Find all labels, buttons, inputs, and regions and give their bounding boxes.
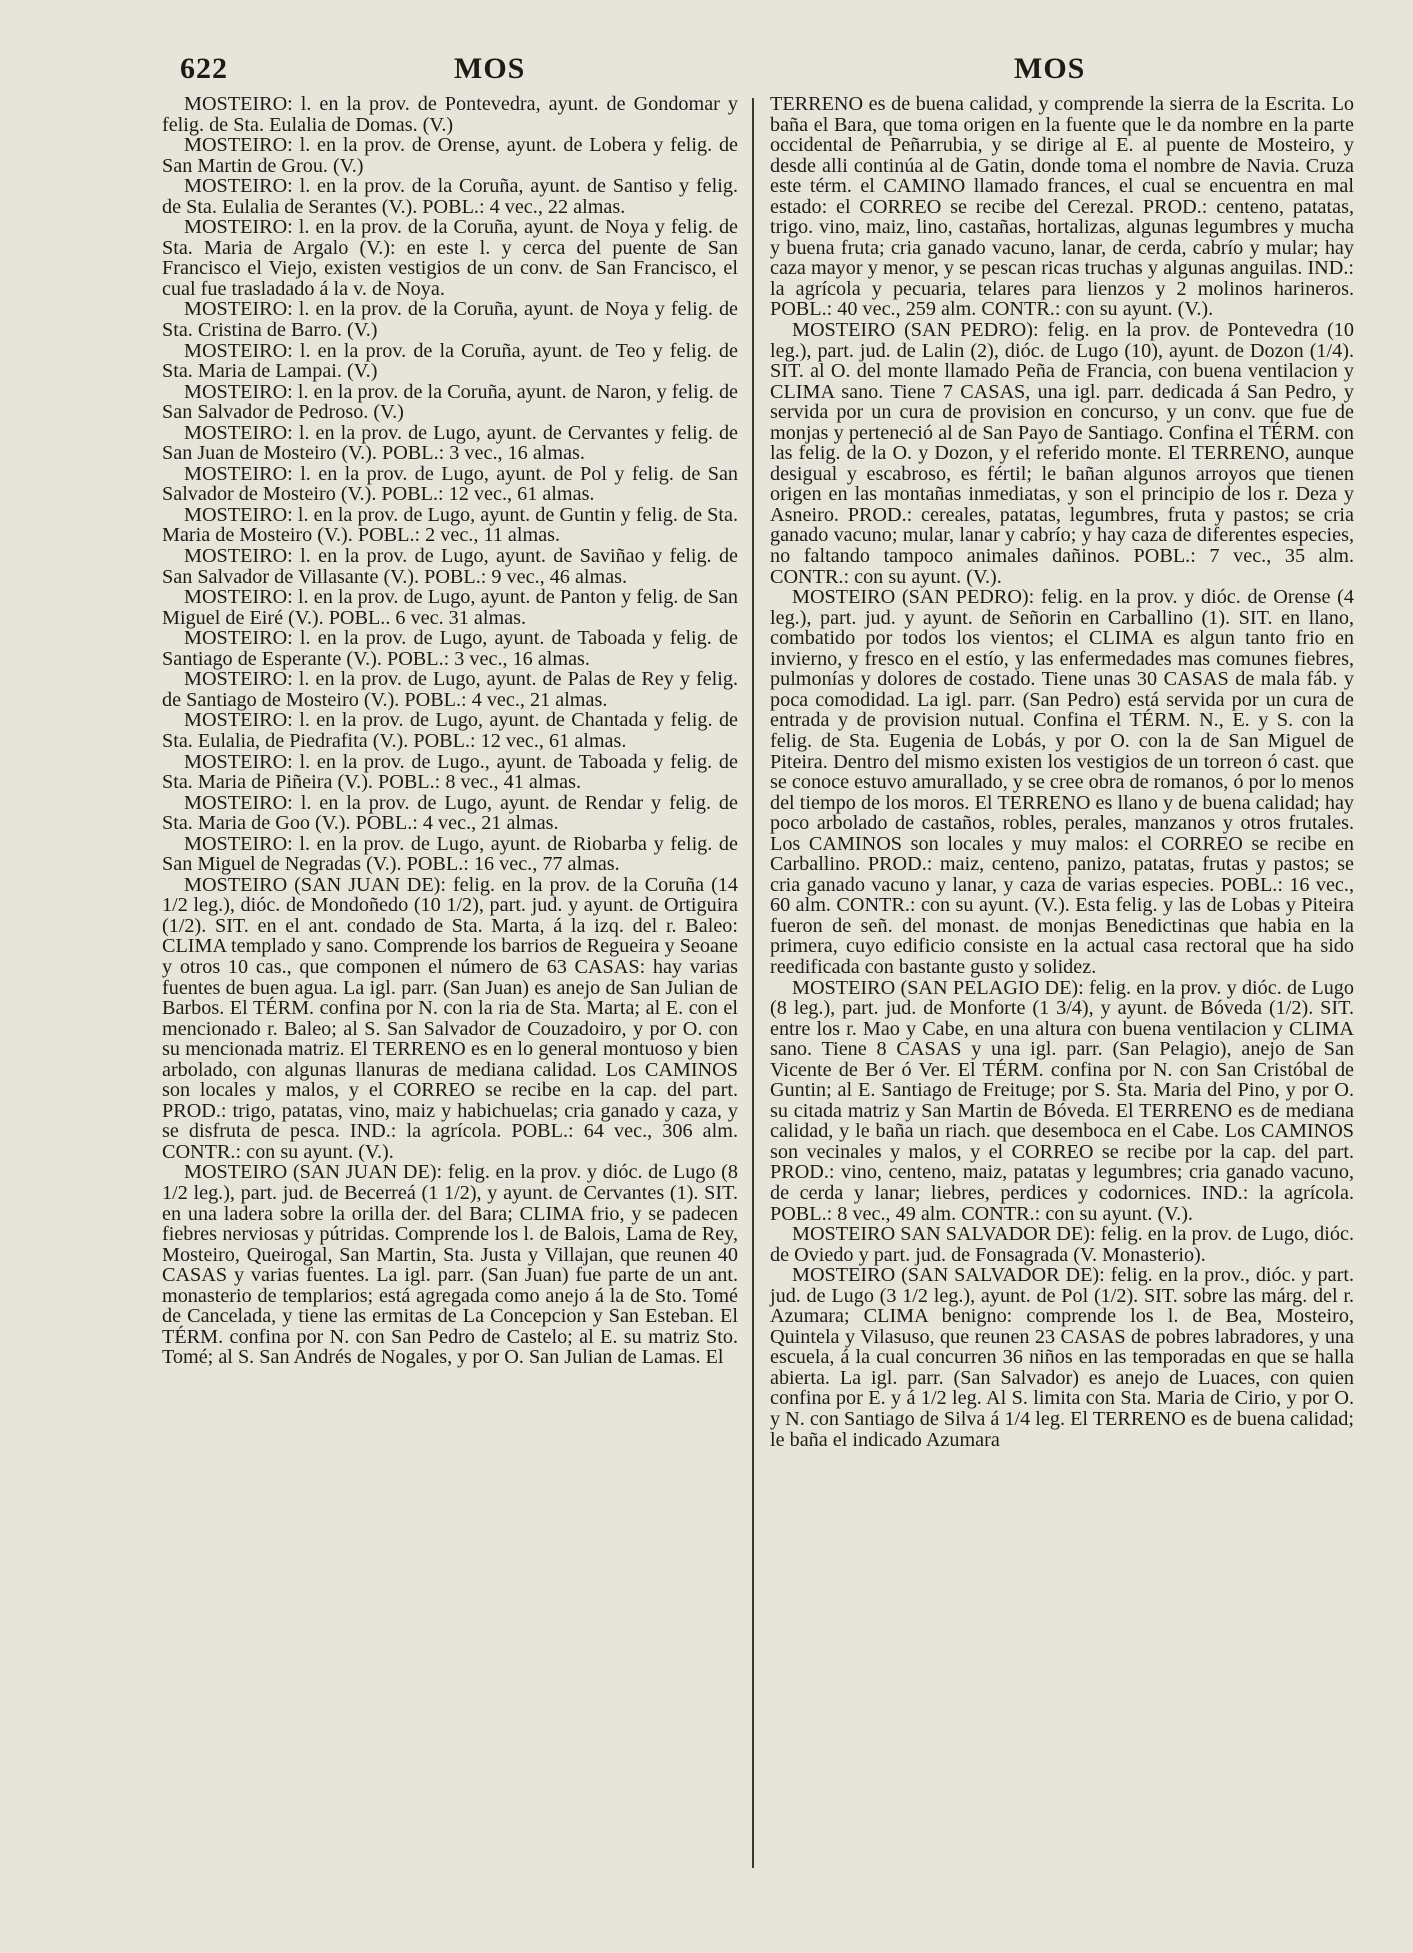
entry-san-pedro-pontevedra: MOSTEIRO (SAN PEDRO): felig. en la prov. de Pontevedra (10 leg.), part. jud. de Lalin (2), dióc. de Lugo (10), ayunt. de Dozon (1/4). SIT. al O. del monte llamado Peña de Francia, con buena ventilacion y CLIMA sano. Tiene 7 CASAS, una igl. parr. dedicada á San Pedro, y servida por un cura de provision en concurso, y un conv. que fue de monjas y perteneció al de San Payo de Santiago. Confina el TÉRM. con las felig. de la O. y Dozon, y el referido monte. El TERRENO, aunque desigual y escabroso, es fértil; le bañan algunos arroyos que tienen origen en las montañas inmediatas, y son el principio de los r. Deza y Asneiro. PROD.: cereales, patatas, legumbres, fruta y pastos; se cria ganado vacuno; mular, lanar y cabrío; y hay caza de diferentes especies, no faltando tampoco animales dañinos. POBL.: 7 vec., 35 alm. CONTR.: con su ayunt. (V.). — [770, 319, 1354, 588]
right-column — [770, 94, 1354, 1450]
entry-mosteiro-naron: MOSTEIRO: l. en la prov. de la Coruña, ayunt. de Naron, y felig. de San Salvador de Pedroso. (V.) — [162, 380, 738, 424]
entry-mosteiro-chantada: MOSTEIRO: l. en la prov. de Lugo, ayunt. de Chantada y felig. de Sta. Eulalia, de Piedrafita (V.). POBL.: 12 vec., 61 almas. — [162, 709, 738, 752]
entry-mosteiro-taboada-pineira: MOSTEIRO: l. en la prov. de Lugo., ayunt. de Taboada y felig. de Sta. Maria de Piñeira (V.). POBL.: 8 vec., 41 almas. — [162, 750, 738, 794]
entry-mosteiro-santiso: MOSTEIRO: l. en la prov. de la Coruña, ayunt. de Santiso y felig. de Sta. Eulalia de Serantes (V.). POBL.: 4 vec., 22 almas. — [162, 175, 738, 218]
entry-mosteiro-lobera: MOSTEIRO: l. en la prov. de Orense, ayunt. de Lobera y felig. de San Martin de Grou. (V.) — [162, 134, 738, 177]
entry-mosteiro-rendar: MOSTEIRO: l. en la prov. de Lugo, ayunt. de Rendar y felig. de Sta. Maria de Goo (V.). POBL.: 4 vec., 21 almas. — [162, 791, 738, 835]
entry-mosteiro-taboada-esperante: MOSTEIRO: l. en la prov. de Lugo, ayunt. de Taboada y felig. de Santiago de Esperante (V.). POBL.: 3 vec., 16 almas. — [162, 627, 738, 670]
entry-san-juan-coruna: MOSTEIRO (SAN JUAN DE): felig. en la prov. de la Coruña (14 1/2 leg.), dióc. de Mondoñedo (10 1/2), part. jud. y ayunt. de Ortiguira (1/2). SIT. en el ant. condado de Sta. Marta, á la izq. del r. Baleo: CLIMA templado y sano. Comprende los barrios de Regueira y Seoane y otros 10 cas., que componen el número de 63 CASAS: hay varias fuentes de buen agua. La igl. parr. (San Juan) es anejo de San Julian de Barbos. El TÉRM. confina por N. con la ria de Sta. Marta; al E. con el mencionado r. Baleo; al S. San Salvador de Couzadoiro, y por O. con su mencionada matriz. El TERRENO es en lo general montuoso y bien arbolado, con algunas llanuras de mediana calidad. Los CAMINOS son locales y malos, y el CORREO se recibe en la cap. del part. PROD.: trigo, patatas, vino, maiz y habichuelas; cria ganado y caza, y se disfruta de pesca. IND.: la agrícola. POBL.: 64 vec., 306 alm. CONTR.: con su ayunt. (V.). — [162, 873, 738, 1163]
left-column — [162, 94, 738, 1368]
entry-san-pedro-orense: MOSTEIRO (SAN PEDRO): felig. en la prov. y dióc. de Orense (4 leg.), part. jud. y ayunt. de Señorin en Carballino (1). SIT. en llano, combatido por todos los vientos; el CLIMA es algun tanto frio en invierno, y fresco en el estío, y las enfermedades mas comunes fiebres, pulmonías y dolores de costado. Tiene unas 30 CASAS de mala fáb. y poca comodidad. La igl. parr. (San Pedro) está servida por un cura de entrada y de provision nutual. Confina el TÉRM. N., E. y S. con la felig. de Sta. Eugenia de Lobás, y por O. con la de San Miguel de Piteira. Dentro del mismo existen los vestigios de un torreon ó cast. que se conoce estuvo amurallado, y se cree obra de romanos, ó por lo menos del tiempo de los moros. El TERRENO es llano y de buena calidad; hay poco arbolado de castaños, robles, perales, manzanos y otros frutales. Los CAMINOS son locales y muy malos: el CORREO se recibe en Carballino. PROD.: maiz, centeno, panizo, patatas, frutas y pastos; se cria ganado vacuno y lanar, y caza de varias especies. POBL.: 16 vec., 60 alm. CONTR.: con su ayunt. (V.). Esta felig. y las de Lobas y Piteira fueron de señ. del monast. de monjas Benedictinas que habia en la primera, cuyo edificio consiste en la actual casa rectoral que ha sido reedificada con bastante gusto y solidez. — [770, 586, 1354, 978]
entry-mosteiro-pol: MOSTEIRO: l. en la prov. de Lugo, ayunt. de Pol y felig. de San Salvador de Mosteiro (V.). POBL.: 12 vec., 61 almas. — [162, 462, 738, 506]
entry-mosteiro-cervantes: MOSTEIRO: l. en la prov. de Lugo, ayunt. de Cervantes y felig. de San Juan de Mosteiro (V.). POBL.: 3 vec., 16 almas. — [162, 421, 738, 465]
entry-san-salvador-fonsagrada: MOSTEIRO SAN SALVADOR DE): felig. en la prov. de Lugo, dióc. de Oviedo y part. jud. de Fonsagrada (V. Monasterio). — [770, 1223, 1354, 1266]
entry-mosteiro-noya-barro: MOSTEIRO: l. en la prov. de la Coruña, ayunt. de Noya y felig. de Sta. Cristina de Barro. (V.) — [162, 298, 738, 342]
entry-san-juan-lugo-continued: TERRENO es de buena calidad, y comprende la sierra de la Escrita. Lo baña el Bara, que toma origen en la fuente que le da nombre en la parte occidental de Peñarrubia, y se dirige al E. al puente de Mosteiro, y desde alli continúa al de Gatin, donde toma el nombre de Navia. Cruza este térm. el CAMINO llamado frances, el cual se encuentra en mal estado: el CORREO se recibe del Cerezal. PROD.: centeno, patatas, trigo. vino, maiz, lino, castañas, hortalizas, algunas legumbres y mucha y buena fruta; cria ganado vacuno, lanar, de cerda, cabrío y mular; hay caza mayor y menor, y se pescan ricas truchas y algunas anguilas. IND.: la agrícola y pecuaria, telares para lienzos y 2 molinos harineros. POBL.: 40 vec., 259 alm. CONTR.: con su ayunt. (V.). — [770, 93, 1354, 321]
entry-san-pelagio: MOSTEIRO (SAN PELAGIO DE): felig. en la prov. y dióc. de Lugo (8 leg.), part. jud. de Monforte (1 3/4), y ayunt. de Bóveda (1/2). SIT. entre los r. Mao y Cabe, en una altura con buena ventilacion y CLIMA sano. Tiene 8 CASAS y una igl. parr. (San Pelagio), anejo de San Vicente de Ber ó Ver. El TÉRM. confina por N. con San Cristóbal de Guntin; al E. Santiago de Freituge; por S. Sta. Maria del Pino, y por O. su citada matriz y San Martin de Bóveda. El TERRENO es de mediana calidad, y le baña un riach. que desemboca en el Cabe. Los CAMINOS son vecinales y malos, y el CORREO se recibe por la cap. del part. PROD.: vino, centeno, maiz, patatas y legumbres; cria ganado vacuno, de cerda y lanar; liebres, perdices y codornices. IND.: la agrícola. POBL.: 8 vec., 49 alm. CONTR.: con su ayunt. (V.). — [770, 976, 1354, 1225]
entry-mosteiro-gondomar: MOSTEIRO: l. en la prov. de Pontevedra, ayunt. de Gondomar y felig. de Sta. Eulalia de Domas. (V.) — [162, 93, 738, 136]
entry-mosteiro-riobarba: MOSTEIRO: l. en la prov. de Lugo, ayunt. de Riobarba y felig. de San Miguel de Negradas (V.). POBL.: 16 vec., 77 almas. — [162, 832, 738, 876]
entry-mosteiro-teo: MOSTEIRO: l. en la prov. de la Coruña, ayunt. de Teo y felig. de Sta. Maria de Lampai. (V.) — [162, 339, 738, 383]
entry-san-salvador-pol: MOSTEIRO (SAN SALVADOR DE): felig. en la prov., dióc. y part. jud. de Lugo (3 1/2 leg.), ayunt. de Pol (1/2). SIT. sobre las márg. del r. Azumara; CLIMA benigno: comprende los l. de Bea, Mosteiro, Quintela y Vilasuso, que reunen 23 CASAS de pobres labradores, y una escuela, á la cual concurren 36 niños en las temporadas en que se halla abierta. La igl. parr. (San Salvador) es anejo de Luaces, con quien confina por E. y á 1/2 leg. Al S. limita con Sta. Maria de Cirio, y por O. y N. con Santiago de Silva á 1/4 leg. El TERRENO es de buena calidad; le baña el indicado Azumara — [770, 1264, 1354, 1451]
entry-san-juan-lugo: MOSTEIRO (SAN JUAN DE): felig. en la prov. y dióc. de Lugo (8 1/2 leg.), part. jud. de Becerreá (1 1/2), y ayunt. de Cervantes (1). SIT. en una ladera sobre la orilla der. del Bara; CLIMA frio, y se padecen fiebres nerviosas y pútridas. Comprende los l. de Balois, Lama de Rey, Mosteiro, Queirogal, San Martin, Sta. Justa y Villajan, que reunen 40 CASAS y varias fuentes. La igl. parr. (San Juan) fue parte de un ant. monasterio de templarios; está agregada como anejo á la de Sto. Tomé de Cancelada, y tiene las ermitas de La Concepcion y San Esteban. El TÉRM. confina por N. con San Pedro de Castelo; al E. su matriz Sto. Tomé; al S. San Andrés de Nogales, y por O. San Julian de Lamas. El — [162, 1161, 738, 1369]
entry-mosteiro-savinao: MOSTEIRO: l. en la prov. de Lugo, ayunt. de Saviñao y felig. de San Salvador de Villasante (V.). POBL.: 9 vec., 46 almas. — [162, 545, 738, 588]
entry-mosteiro-palas-de-rey: MOSTEIRO: l. en la prov. de Lugo, ayunt. de Palas de Rey y felig. de Santiago de Mosteiro (V.). POBL.: 4 vec., 21 almas. — [162, 668, 738, 711]
column-divider — [752, 98, 754, 1868]
right-running-head: MOS — [1014, 52, 1086, 85]
left-running-head: MOS — [454, 52, 526, 85]
page-number: 622 — [180, 52, 228, 85]
entry-mosteiro-noya-argalo: MOSTEIRO: l. en la prov. de la Coruña, ayunt. de Noya y felig. de Sta. Maria de Argalo (V.): en este l. y cerca del puente de San Francisco el Viejo, existen vestigios de un conv. de San Francisco, el cual fue trasladado á la v. de Noya. — [162, 216, 738, 300]
entry-mosteiro-guntin: MOSTEIRO: l. en la prov. de Lugo, ayunt. de Guntin y felig. de Sta. Maria de Mosteiro (V.). POBL.: 2 vec., 11 almas. — [162, 503, 738, 547]
entry-mosteiro-panton: MOSTEIRO: l. en la prov. de Lugo, ayunt. de Panton y felig. de San Miguel de Eiré (V.). POBL.. 6 vec. 31 almas. — [162, 586, 738, 629]
